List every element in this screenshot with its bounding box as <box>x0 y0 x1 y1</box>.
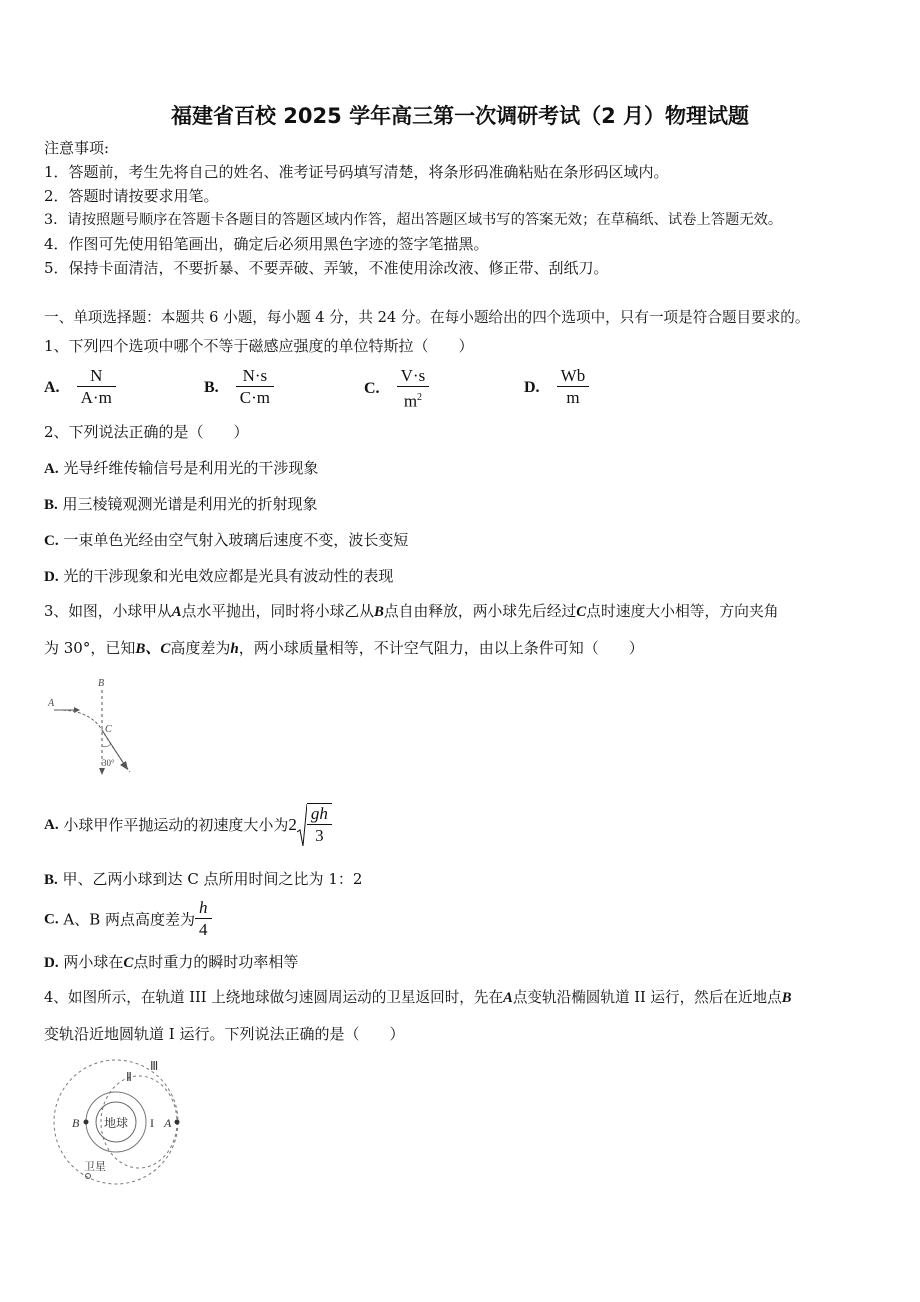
fraction: $\frac{gh}{3}$ <box>307 803 332 847</box>
orbit-figure <box>44 1054 194 1189</box>
question-4-line-2: 变轨沿近地圆轨道 I 运行。下列说法正确的是（ ） <box>44 1025 405 1043</box>
earth-label: 地球 <box>103 1116 129 1130</box>
sqrt-sign <box>297 802 307 848</box>
question-4-line-1: 4、如图所示，在轨道 III 上绕地球做匀速圆周运动的卫星返回时，先在A点变轨沿椭圆轨道 II 运行，然后在近地点B <box>44 989 792 1006</box>
fraction: $\frac{V\cdot s}{m^2}$ <box>397 366 430 413</box>
notice-item: 2．答题时请按要求用笔。 <box>44 187 219 205</box>
fraction: $\frac{N}{A\cdot m}$ <box>77 366 116 409</box>
q2-option-c[interactable]: C. 一束单色光经由空气射入玻璃后速度不变，波长变短 <box>44 531 409 549</box>
fraction: $\frac{N\cdot s}{C\cdot m}$ <box>236 366 274 409</box>
page-title: 福建省百校 2025 学年高三第一次调研考试（2 月）物理试题 <box>171 104 749 128</box>
fraction: $\frac{Wb}{m}$ <box>557 366 590 409</box>
svg-text:Ⅲ: Ⅲ <box>150 1059 159 1073</box>
notice-item: 4．作图可先使用铅笔画出，确定后必须用黑色字迹的签字笔描黑。 <box>44 235 489 253</box>
q2-option-b[interactable]: B. 用三棱镜观测光谱是利用光的折射现象 <box>44 495 318 513</box>
question-3-line-1: 3、如图，小球甲从A点水平抛出，同时将小球乙从B点自由释放，两小球先后经过C点时速度大小相等，方向夹角 <box>44 603 779 620</box>
notice-item: 3．请按照题号顺序在答题卡各题目的答题区域内作答，超出答题区域书写的答案无效；在草稿纸、试卷上答题无效。 <box>44 212 783 228</box>
option-label: B. <box>204 378 219 396</box>
q2-option-d[interactable]: D. 光的干涉现象和光电效应都是光具有波动性的表现 <box>44 567 394 585</box>
fraction: $\frac{h}{4}$ <box>195 898 212 941</box>
svg-text:A: A <box>164 1116 172 1130</box>
q1-option-c[interactable] <box>364 366 429 413</box>
question-3-line-2: 为 30°，已知B、C高度差为h，两小球质量相等，不计空气阻力，由以上条件可知（ ） <box>44 639 644 657</box>
notice-heading: 注意事项: <box>44 139 110 157</box>
notice-item: 5．保持卡面清洁，不要折暴、不要弄破、弄皱，不准使用涂改液、修正带、刮纸刀。 <box>44 259 609 277</box>
svg-text:Ⅱ: Ⅱ <box>126 1070 132 1084</box>
q3-option-c[interactable]: C. A、B 两点高度差为 $\frac{h}{4}$ <box>44 898 212 941</box>
q1-option-b[interactable] <box>204 366 274 409</box>
fig-label-a: A <box>48 698 55 709</box>
point-b <box>84 1120 89 1125</box>
svg-text:I: I <box>150 1116 154 1130</box>
q1-option-d[interactable] <box>524 366 589 409</box>
option-label: C. <box>364 380 380 398</box>
option-label: A. <box>44 378 60 396</box>
q1-option-a[interactable] <box>44 366 116 409</box>
fig-label-b: B <box>98 678 105 689</box>
fig-angle: 30° <box>102 758 115 768</box>
fig-label-c: C <box>105 724 112 735</box>
section-heading: 一、单项选择题：本题共 6 小题，每小题 4 分，共 24 分。在每小题给出的四个选项中，只有一项是符合题目要求的。 <box>44 309 810 326</box>
question-2-stem: 2、下列说法正确的是（ ） <box>44 423 249 441</box>
q3-option-b[interactable]: B. 甲、乙两小球到达 C 点所用时间之比为 1：2 <box>44 870 363 888</box>
notice-item: 1．答题前，考生先将自己的姓名、准考证号码填写清楚，将条形码准确粘贴在条形码区域内。 <box>44 163 669 181</box>
projectile-figure <box>44 674 154 784</box>
q3-option-d[interactable]: D. 两小球在C点时重力的瞬时功率相等 <box>44 953 299 971</box>
q2-option-a[interactable]: A. 光导纤维传输信号是利用光的干涉现象 <box>44 459 319 477</box>
q3-option-a[interactable]: A. 小球甲作平抛运动的初速度大小为2 $\frac{gh}{3}$ <box>44 802 332 846</box>
point-a <box>175 1120 180 1125</box>
option-label: D. <box>524 378 540 396</box>
question-1-stem: 1、下列四个选项中哪个不等于磁感应强度的单位特斯拉（ ） <box>44 337 474 355</box>
svg-text:卫星: 卫星 <box>84 1160 106 1173</box>
svg-text:B: B <box>72 1116 80 1130</box>
